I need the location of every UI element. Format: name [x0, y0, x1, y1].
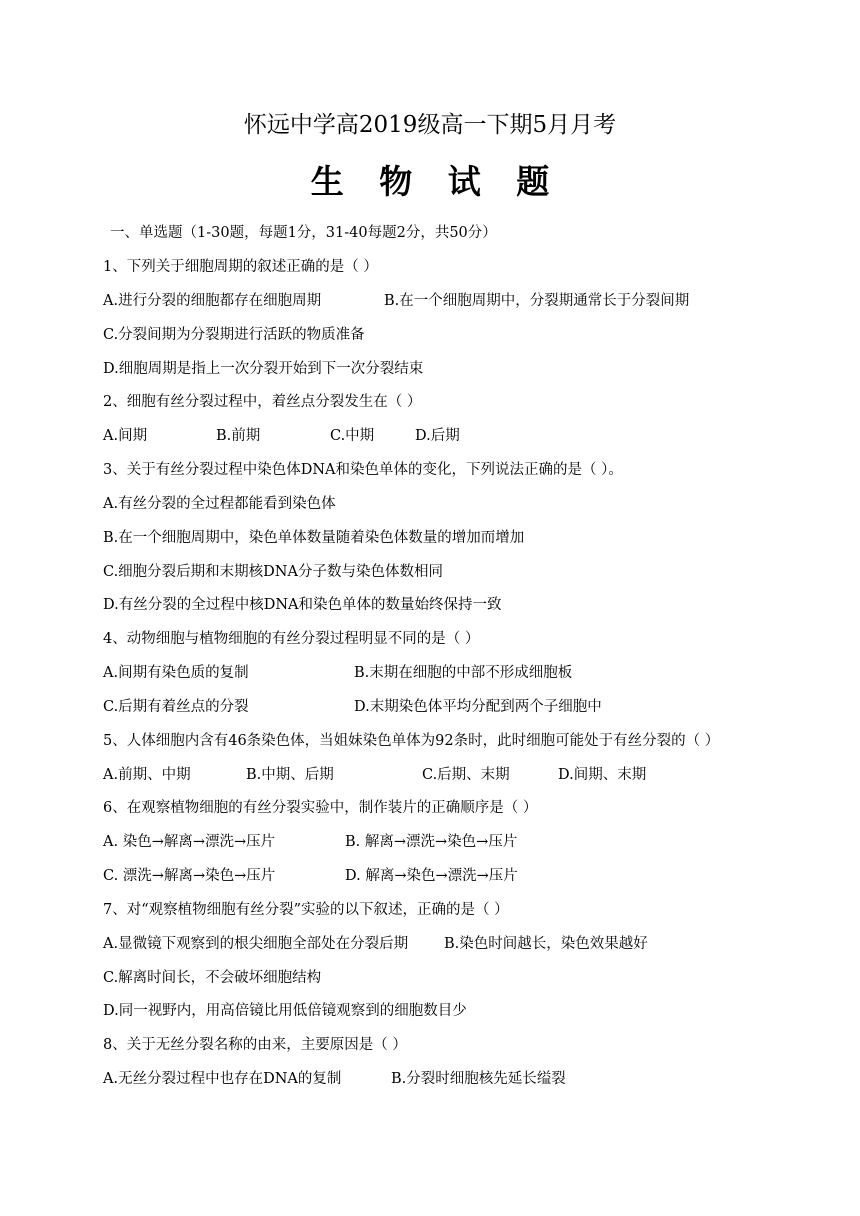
question-5-option-c: C.后期、末期	[422, 767, 510, 783]
question-6-option-b: B. 解离→漂洗→染色→压片	[345, 834, 518, 850]
question-3-option-c: C.细胞分裂后期和末期核DNA分子数与染色体数相同	[103, 564, 443, 580]
question-8-option-a: A.无丝分裂过程中也存在DNA的复制	[103, 1071, 342, 1087]
question-1-option-c: C.分裂间期为分裂期进行活跃的物质准备	[103, 327, 365, 343]
question-stem-4: 4、动物细胞与植物细胞的有丝分裂过程明显不同的是（ ）	[103, 631, 480, 647]
question-stem-6: 6、在观察植物细胞的有丝分裂实验中，制作装片的正确顺序是（ ）	[103, 800, 538, 816]
question-3-option-d: D.有丝分裂的全过程中核DNA和染色单体的数量始终保持一致	[103, 597, 502, 613]
question-4-option-c: C.后期有着丝点的分裂	[103, 699, 249, 715]
question-stem-3: 3、关于有丝分裂过程中染色体DNA和染色单体的变化，下列说法正确的是（ ）。	[103, 462, 623, 478]
question-6-option-c: C. 漂洗→解离→染色→压片	[103, 868, 276, 884]
subject-title: 生 物 试 题	[310, 162, 562, 201]
question-5-option-d: D.间期、末期	[558, 767, 647, 783]
question-4-option-a: A.间期有染色质的复制	[103, 665, 249, 681]
question-stem-2: 2、细胞有丝分裂过程中，着丝点分裂发生在（ ）	[103, 394, 422, 410]
section-heading: 一、单选题（1-30题，每题1分，31-40每题2分，共50分）	[110, 225, 497, 241]
question-7-option-d: D.同一视野内，用高倍镜比用低倍镜观察到的细胞数目少	[103, 1003, 467, 1019]
question-5-option-a: A.前期、中期	[103, 767, 191, 783]
question-2-option-c: C.中期	[330, 428, 375, 444]
question-stem-7: 7、对“观察植物细胞有丝分裂”实验的以下叙述，正确的是（ ）	[103, 902, 509, 918]
question-7-option-a: A.显微镜下观察到的根尖细胞全部处在分裂后期	[103, 936, 409, 952]
question-stem-5: 5、人体细胞内含有46条染色体，当姐妹染色单体为92条时，此时细胞可能处于有丝分裂的（ ）	[103, 733, 720, 749]
school-title: 怀远中学高2019级高一下期5月月考	[243, 112, 617, 138]
question-1-option-a: A.进行分裂的细胞都存在细胞周期	[103, 293, 322, 309]
question-2-option-d: D.后期	[415, 428, 460, 444]
question-stem-1: 1、下列关于细胞周期的叙述正确的是（ ）	[103, 259, 378, 275]
question-4-option-d: D.末期染色体平均分配到两个子细胞中	[354, 699, 602, 715]
question-8-option-b: B.分裂时细胞核先延长缢裂	[391, 1071, 566, 1087]
question-1-option-d: D.细胞周期是指上一次分裂开始到下一次分裂结束	[103, 361, 424, 377]
question-1-option-b: B.在一个细胞周期中，分裂期通常长于分裂间期	[384, 293, 690, 309]
question-5-option-b: B.中期、后期	[246, 767, 334, 783]
question-4-option-b: B.末期在细胞的中部不形成细胞板	[354, 665, 573, 681]
question-6-option-d: D. 解离→染色→漂洗→压片	[345, 868, 518, 884]
question-7-option-b: B.染色时间越长，染色效果越好	[444, 936, 648, 952]
question-stem-8: 8、关于无丝分裂名称的由来，主要原因是（ ）	[103, 1037, 407, 1053]
question-2-option-b: B.前期	[216, 428, 261, 444]
question-2-option-a: A.间期	[103, 428, 148, 444]
question-6-option-a: A. 染色→解离→漂洗→压片	[103, 834, 276, 850]
question-3-option-a: A.有丝分裂的全过程都能看到染色体	[103, 496, 336, 512]
question-3-option-b: B.在一个细胞周期中，染色单体数量随着染色体数量的增加而增加	[103, 530, 525, 546]
question-7-option-c: C.解离时间长，不会破坏细胞结构	[103, 970, 322, 986]
